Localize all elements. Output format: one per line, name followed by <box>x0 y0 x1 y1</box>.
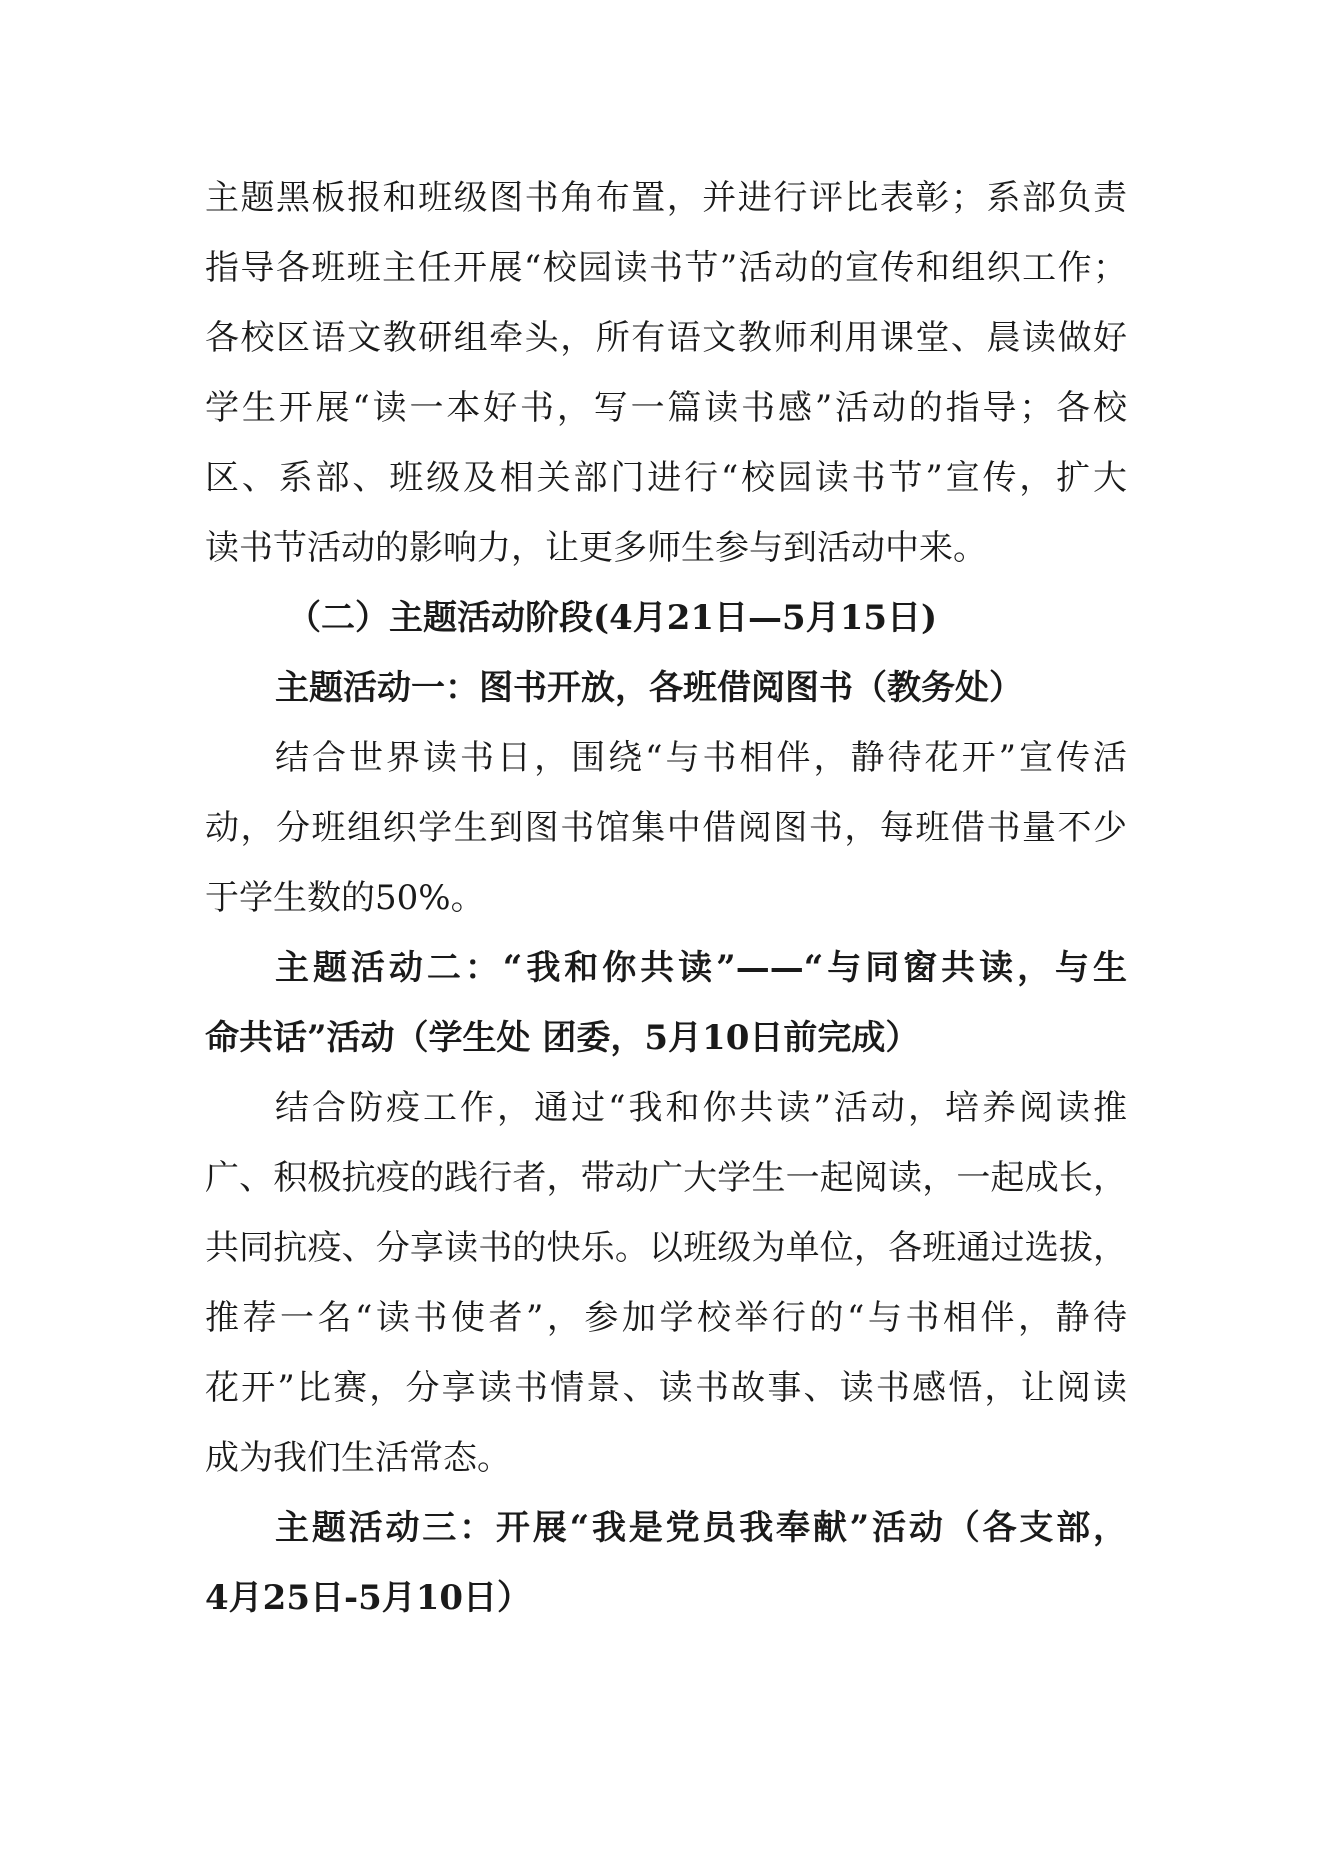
body-text-line: 区、系部、班级及相关部门进行“校园读书节”宣传，扩大 <box>205 458 1127 498</box>
activity-heading-2: 主题活动二：“我和你共读”——“与同窗共读，与生 <box>275 948 1127 988</box>
body-text-line: 主题黑板报和班级图书角布置，并进行评比表彰；系部负责 <box>205 178 1127 218</box>
body-text-line: 各校区语文教研组牵头，所有语文教师利用课堂、晨读做好 <box>205 318 1127 358</box>
body-text-line: 于学生数的50%。 <box>205 878 485 918</box>
body-text-line: 广、积极抗疫的践行者，带动广大学生一起阅读，一起成长， <box>205 1158 1127 1198</box>
body-text-line: 学生开展“读一本好书，写一篇读书感”活动的指导；各校 <box>205 388 1127 428</box>
body-text-line: 结合世界读书日，围绕“与书相伴，静待花开”宣传活 <box>275 738 1127 778</box>
activity-heading-3-cont: 4月25日-5月10日） <box>205 1578 532 1618</box>
body-text-line: 动，分班组织学生到图书馆集中借阅图书，每班借书量不少 <box>205 808 1127 848</box>
body-text-line: 花开”比赛，分享读书情景、读书故事、读书感悟，让阅读 <box>205 1368 1127 1408</box>
section-heading: （二）主题活动阶段(4月21日—5月15日) <box>287 598 938 638</box>
body-text-line: 读书节活动的影响力，让更多师生参与到活动中来。 <box>205 528 987 568</box>
body-text-line: 共同抗疫、分享读书的快乐。以班级为单位，各班通过选拔， <box>205 1228 1127 1268</box>
body-text-line: 成为我们生活常态。 <box>205 1438 511 1478</box>
body-text-line: 推荐一名“读书使者”，参加学校举行的“与书相伴，静待 <box>205 1298 1127 1338</box>
activity-heading-2-cont: 命共话”活动（学生处 团委，5月10日前完成） <box>205 1018 920 1058</box>
body-text-line: 指导各班班主任开展“校园读书节”活动的宣传和组织工作； <box>205 248 1127 288</box>
body-text-line: 结合防疫工作，通过“我和你共读”活动，培养阅读推 <box>275 1088 1127 1128</box>
activity-heading-1: 主题活动一：图书开放，各班借阅图书（教务处） <box>275 668 1023 708</box>
activity-heading-3: 主题活动三：开展“我是党员我奉献”活动（各支部， <box>275 1508 1127 1548</box>
